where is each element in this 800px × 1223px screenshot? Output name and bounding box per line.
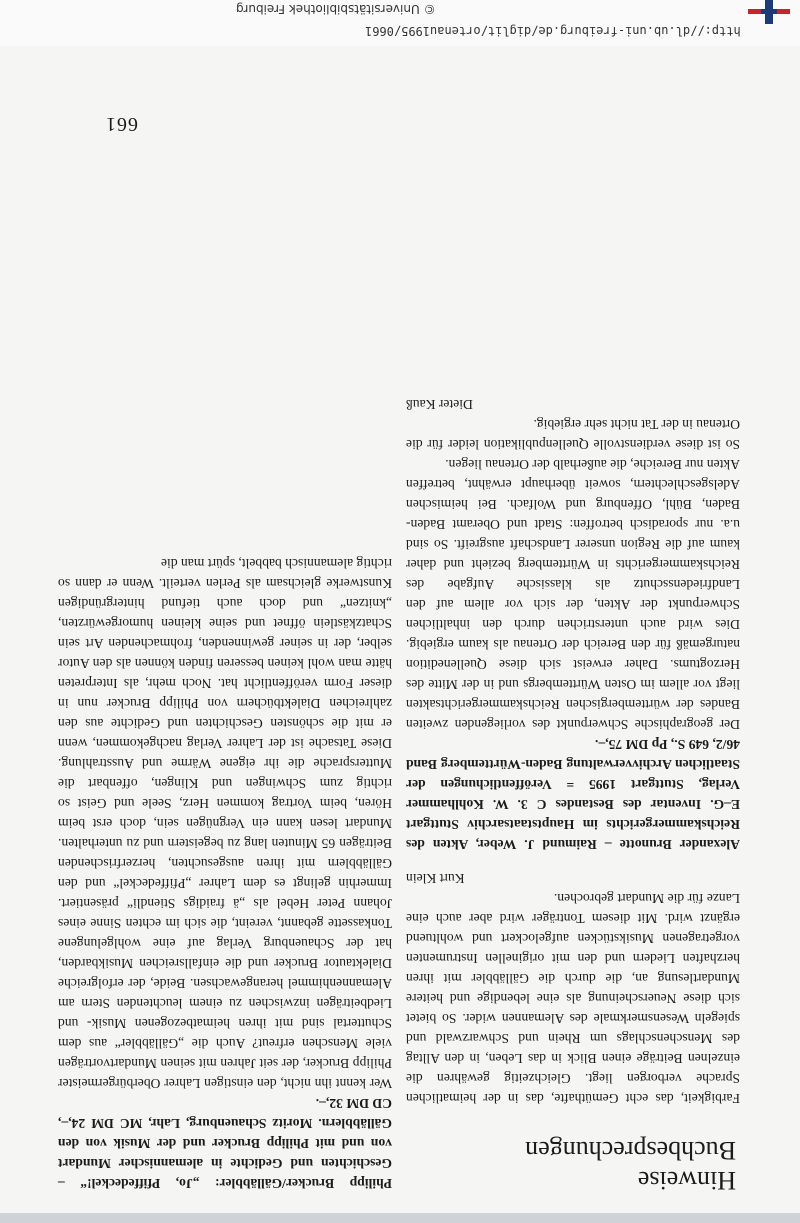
heading-line-1: Hinweise <box>637 1166 736 1195</box>
scanned-page <box>0 46 800 1213</box>
review-body: Der geographische Schwerpunkt des vorliegenden zweiten Bandes der württembergischen Reichskammergerichtsakten liegt vor allem im Osten Württembergs und in der Mitte des Herzogtums. Daher erweist sich diese Quellenedition naturgemäß für den Bereich der Ortenau als kaum ergiebig. Dies wird auch unterstrichen durch den inhaltlichen Schwerpunkt der Akten, der sich vor allem auf den Landfriedensschutz als klassische Aufgabe des Reichskammergerichts in Württemberg bezieht und daher kaum auf die Region unserer Landschaft ausgreift. So sind u.a. nur sporadisch betroffen: Stadt und Oberamt Baden-Baden, Bühl, Offenburg und Wolfach. Bei heimischen Adelsgeschlechtern, soweit überhaupt erwähnt, betreffen Akten nur Bereiche, die außerhalb der Ortenau liegen. <box>406 457 740 732</box>
review-title: Philipp Brucker/Gälläbbler: „Jo, Pfiffedeckel!“ – Geschichten und Gedichte in alemannischer Mundart von und mit Philipp Brucker und der Musik von den Gälläbblern. Moritz Schauenburg, Lahr, MC DM 24,–, CD DM 32,–. <box>58 1096 392 1191</box>
university-library-logo <box>748 0 790 24</box>
reviewer-signature: Kurt Klein <box>406 871 465 886</box>
review-closing: So ist diese verdienstvolle Quellenpublikation leider für die Ortenau in der Tat nicht sehr ergiebig. <box>406 417 740 452</box>
copyright-notice: © Universitätsbibliothek Freiburg <box>236 2 436 16</box>
library-header <box>0 0 800 46</box>
document-url[interactable]: http://dl.ub.uni-freiburg.de/diglit/ortenau1995/0661 <box>365 24 741 38</box>
section-heading <box>406 1135 736 1195</box>
review-title: Alexander Brunotte – Raimund J. Weber, Akten des Reichskammergerichts im Hauptstaatsarchiv Stuttgart E–G. Inventar des Bestandes C 3. W. Kohlhammer Verlag, Stuttgart 1995 = Veröffentlichungen der Staatlichen Archivverwaltung Baden-Württemberg Band 46/2, 649 S., Pp DM 75,–. <box>406 737 740 852</box>
left-column <box>406 394 740 1108</box>
continued-paragraph: Farbigkeit, das echt Gemüthafte, das in der heimatlichen Sprache verborgen liegt. Gleichzeitig gewähren die einzelnen Beiträge einen Blick in das Leben, in den Alltag des Menschenschlags um Rhein und Schwarzwald und spiegeln Wesensmerkmale des Alemannen wider. So bietet sich diese Neuerscheinung als eine lebendige und heitere Mundartlesung an, die durch die Gälläbbler mit ihren herzhaften Liedern und den mit originellen Instrumenten vorgetragenen Musikstücken aufgelockert und wohltuend ergänzt wird. Mit diesem Tonträger wird aber auch eine Lanze für die Mundart gebrochen. <box>406 891 740 1106</box>
rotated-page-content <box>0 46 800 1213</box>
reviewer-signature: Dieter Kauß <box>406 397 473 412</box>
viewer-bottom-strip <box>0 1213 800 1223</box>
right-column <box>58 553 392 1193</box>
heading-line-2: Buchbesprechungen <box>525 1136 736 1165</box>
page-number: 661 <box>105 113 138 135</box>
review-body: Wer kennt ihn nicht, den einstigen Lahrer Oberbürgermeister Philipp Brucker, der seit Jahren mit seinen Mundartvorträgen viele Menschen erfreut? Auch die „Gälläbbler“ aus dem Schuttertal sind mit ihren heimatbezogenen Musik- und Liedbeiträgen inzwischen zu einem leuchtenden Stern am Alemannenhimmel herangewachsen. Beide, der erfolgreiche Dialektautor Brucker und die einfallsreichen Musikbarden, hat der Schauenburg Verlag auf eine wohlgelungene Tonkassette gebannt, vereint, die sich im echten Sinne eines Johann Peter Hebel als „ä fraidigs Stiendli“ präsentiert. Immerhin gelingt es dem Lahrer „Pfiffedeckel“ und den Gälläbblern mit ihren ausgesuchten, herzerfrischenden Beiträgen 65 Minuten lang zu begeistern und zu unterhalten. Mundart lesen kann ein Vergnügen sein, doch erst beim Hören, beim Vortrag kommen Herz, Seele und Geist so richtig zum Schwingen und Klingen, offenbart die Muttersprache die ihr eigene Wärme und Ausstrahlung. Diese Tatsache ist der Lahrer Verlag nachgekommen, wenn er mit die schönsten Geschichten und Gedichte aus den zahlreichen Dialektbüchern von Philipp Brucker nun in dieser Form veröffentlicht hat. Noch mehr, als Interpreten hätte man wohl keinen besseren finden können als den Autor selber, der in seiner gewinnenden, frohmachenden Art sein Schatzkästlein öffnet und seine kleinen humorgewürzten, „knitzen“ und doch auch tiefund hintergründigen Kunstwerke gleichsam als Perlen verteilt. Wenn er dann so richtig alemannisch babbelt, spürt man die <box>58 556 392 1091</box>
